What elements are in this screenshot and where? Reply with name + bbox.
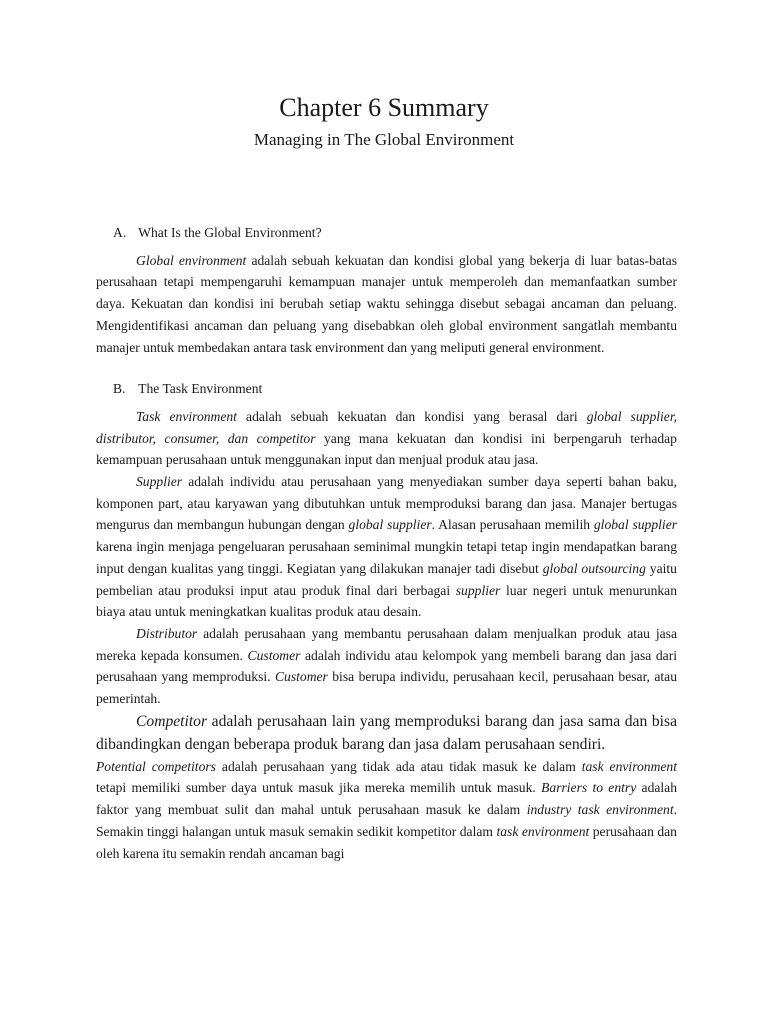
section-a-heading-text: What Is the Global Environment? [138,225,322,240]
term-global-environment: Global environment [136,252,247,268]
paragraph-text: adalah sebuah kekuatan dan kondisi yang berasal dari [236,408,587,424]
term-customer: Customer [247,647,301,663]
paragraph-text: tetapi memiliki sumber daya untuk masuk jika mereka memilih untuk masuk. [96,780,542,796]
document-body [96,222,677,864]
section-a-paragraph-1 [96,250,677,359]
term-task-environment: task environment [496,823,590,839]
term-supplier: supplier [455,582,501,598]
page-subtitle: Managing in The Global Environment [253,130,515,149]
term-global-outsourcing: global outsourcing [542,560,646,576]
paragraph-text: yaitu pembelian atau produksi input atau produk final dari berbagai [96,560,677,598]
paragraph-text: karena ingin menjaga pengeluaran perusahaan seminimal mungkin tetapi tetap ingin mendapatkan barang input dengan kualitas yang tinggi. Kegiatan yang dilakukan manajer tadi disebut [96,539,677,576]
term-barriers-to-entry: Barriers to entry [541,780,637,796]
paragraph-text: luar negeri untuk menurunkan biaya atau untuk meningkatkan kualitas produk atau desain. [96,582,678,620]
section-b-paragraph-4 [96,710,677,756]
section-b-paragraph-3 [96,623,677,710]
term-competitor: Competitor [136,712,208,730]
section-b-paragraph-5 [96,756,677,865]
term-potential-competitors: Potential competitors [96,758,216,774]
paragraph-text: bisa berupa individu, perusahaan kecil, perusahaan besar, atau pemerintah. [96,669,677,707]
section-b-heading-text: The Task Environment [138,381,263,397]
term-global-supplier: global supplier [348,517,432,533]
section-a-heading [96,222,677,244]
section-b-letter: B. [113,381,126,397]
term-customer: Customer [274,669,328,685]
paragraph-text: . Alasan perusahaan memilih [431,517,594,533]
paragraph-text: adalah perusahaan lain yang memproduksi barang dan jasa sama dan bisa dibandingkan dengan beberapa produk barang dan jasa dalam perusahaan sendiri. [96,712,677,753]
paragraph-text: adalah individu atau kelompok yang membeli barang dan jasa dari perusahaan yang memproduksi. [96,647,677,685]
paragraph-text: . Semakin tinggi halangan untuk masuk semakin sedikit kompetitor dalam [96,802,677,839]
paragraph-text: adalah individu atau perusahaan yang menyediakan sumber daya seperti bahan baku, komponen part, atau karyawan yang dibutuhkan untuk memproduksi barang dan jasa. Manajer bertugas mengurus dan membangun hubungan dengan [96,474,677,533]
paragraph-text: adalah perusahaan yang tidak ada atau tidak masuk ke dalam [215,758,582,774]
paragraph-text: adalah sebuah kekuatan dan kondisi global yang bekerja di luar batas-batas perusahaan tetapi mempengaruhi kemampuan manajer untuk memperoleh dan memanfaatkan sumber daya. Kekuatan dan kondisi ini berubah setiap waktu sehingga disebut sebagai ancaman dan peluang. Mengidentifikasi ancaman dan peluang yang disebabkan oleh global environment sangatlah membantu manajer untuk membedakan antara task environment dan yang meliputi general environment. [96,252,677,355]
term-global-supplier: global supplier [593,517,678,533]
section-b-heading [96,378,677,400]
paragraph-text: yang mana kekuatan dan kondisi ini berpengaruh terhadap kemampuan perusahaan untuk menggunakan input dan menjual produk atau jasa. [96,430,677,468]
paragraph-text: perusahaan dan oleh karena itu semakin rendah ancaman bagi [96,823,677,861]
section-a-letter: A. [113,225,127,240]
paragraph-text: adalah faktor yang membuat sulit dan mahal untuk perusahaan masuk ke dalam [96,780,678,818]
term-industry-task-environment: industry task environment [526,802,674,818]
page-title: Chapter 6 Summary [279,93,489,122]
term-task-environment: task environment [581,758,677,774]
section-b-paragraph-2 [96,471,677,623]
section-b-paragraph-1 [96,406,677,471]
term-distributor: Distributor [136,625,198,641]
term-supplier: Supplier [136,474,183,490]
paragraph-text: adalah perusahaan yang membantu perusahaan dalam menjualkan produk atau jasa mereka kepada konsumen. [96,625,677,663]
term-task-environment: Task environment [136,408,237,424]
term-global-actors: global supplier, distributor, consumer, dan competitor [96,408,678,446]
